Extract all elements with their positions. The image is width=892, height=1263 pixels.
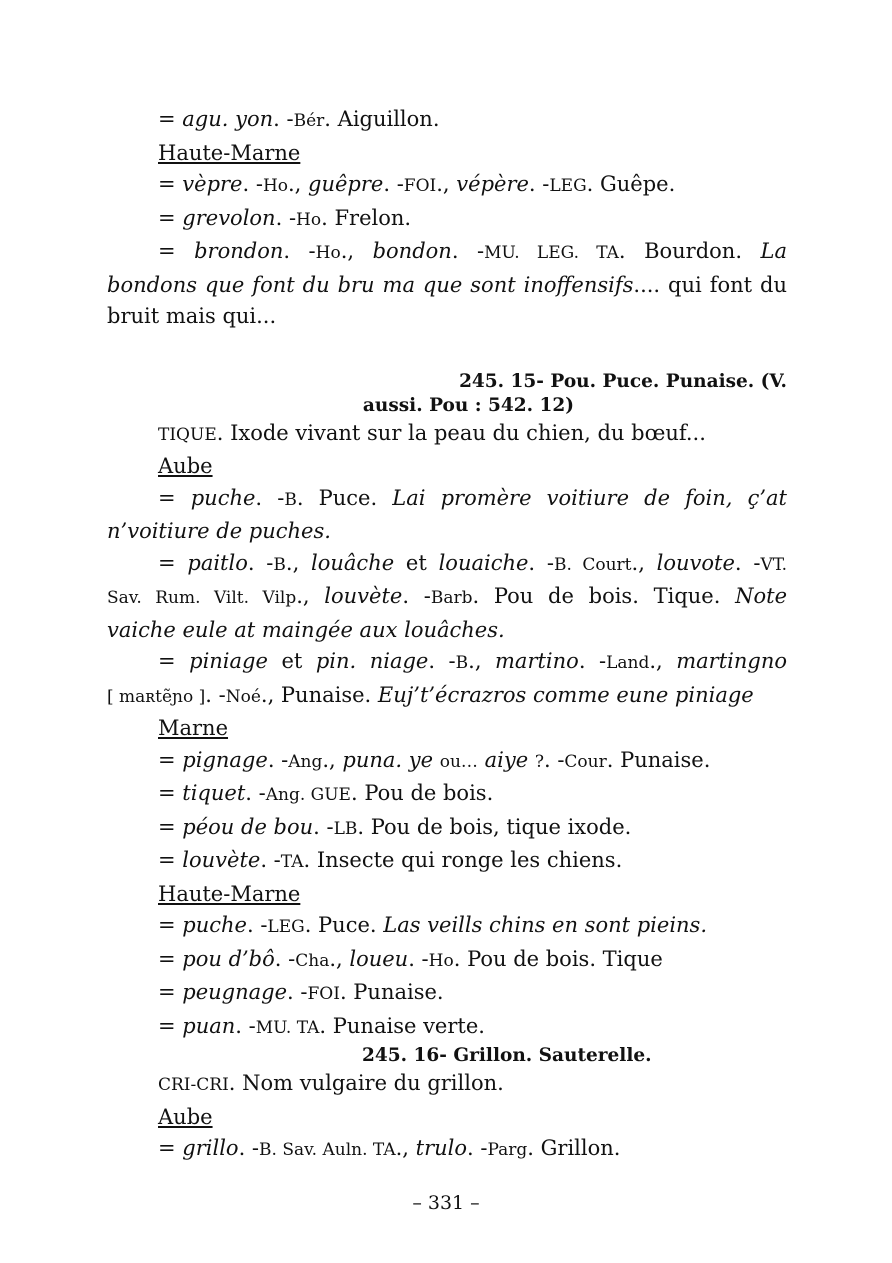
entry-peugnage: = peugnage. -FOI. Punaise. [158, 980, 444, 1004]
entry-grillo: = grillo. -B. Sav. Auln. TA., trulo. -Parg. Grillon. [158, 1136, 621, 1160]
entry-peou-de-bou: = péou de bou. -LB. Pou de bois, tique ixode. [158, 814, 632, 839]
entry-bourdon-line3: bruit mais qui... [107, 304, 277, 328]
entry-piniage-line2: [ maʀtẽɲo ]. -Noé., Punaise. Euj’t’écrazros comme eune piniage [107, 682, 754, 707]
entry-bourdon-line1: = brondon. -Ho., bondon. -MU. LEG. TA. Bourdon. La [158, 239, 787, 263]
entry-paitlo-line2: Sav. Rum. Vilt. Vilp., louvète. -Barb. Pou de bois. Tique. Note [107, 584, 788, 608]
region-heading: Haute-Marne [158, 881, 301, 906]
section-heading-245-15-line2: aussi. Pou : 542. 12) [362, 394, 574, 416]
entry-cri-cri: CRI-CRI. Nom vulgaire du grillon. [158, 1071, 504, 1095]
entry-louvete: = louvète. -TA. Insecte qui ronge les chiens. [158, 848, 623, 872]
region-heading: Aube [158, 454, 213, 478]
section-gap [107, 333, 787, 370]
entry-puan: = puan. -MU. TA. Punaise verte. [158, 1013, 485, 1038]
section-heading-245-16: 245. 16- Grillon. Sauterelle. [362, 1045, 652, 1066]
entry-tiquet: = tiquet. -Ang. GUE. Pou de bois. [158, 781, 494, 805]
entry-bourdon-line2: bondons que font du bru ma que sont inoffensifs.... qui font du [107, 272, 787, 297]
entry-puche-line2: n’voitiure de puches. [107, 519, 331, 543]
entry-puche-hm: = puche. -LEG. Puce. Las veills chins en sont pieins. [158, 913, 708, 937]
region-heading: Haute-Marne [158, 140, 301, 165]
document-body [107, 104, 787, 1167]
entry-pou-dbo: = pou d’bô. -Cha., loueu. -Ho. Pou de bois. Tique [158, 946, 663, 971]
region-heading: Marne [158, 716, 229, 740]
entry-paitlo-line3: vaiche eule at maingée aux louâches. [107, 617, 505, 642]
entry-paitlo-line1: = paitlo. -B., louâche et louaiche. -B. Court., louvote. -VT. [158, 550, 787, 575]
page-number: – 331 – [412, 1192, 480, 1214]
entry-pignage: = pignage. -Ang., puna. ye ou… aiye ?. -Cour. Punaise. [158, 747, 711, 772]
entry-guepe: = vèpre. -Ho., guêpre. -FOI., vépère. -LEG. Guêpe. [158, 172, 676, 196]
entry-piniage-line1: = piniage et pin. niage. -B., martino. -Land., martingno [158, 649, 788, 673]
section-heading-245-15-line1: 245. 15- Pou. Puce. Punaise. (V. [459, 370, 787, 392]
entry-frelon: = grevolon. -Ho. Frelon. [158, 205, 412, 230]
entry-puche-line1: = puche. -B. Puce. Lai promère voitiure de foin, ç’at [158, 485, 787, 510]
entry-tique: TIQUE. Ixode vivant sur la peau du chien, du bœuf... [158, 420, 706, 445]
region-heading: Aube [158, 1104, 213, 1129]
entry-aiguillon: = agu. yon. -Bér. Aiguillon. [158, 107, 440, 131]
